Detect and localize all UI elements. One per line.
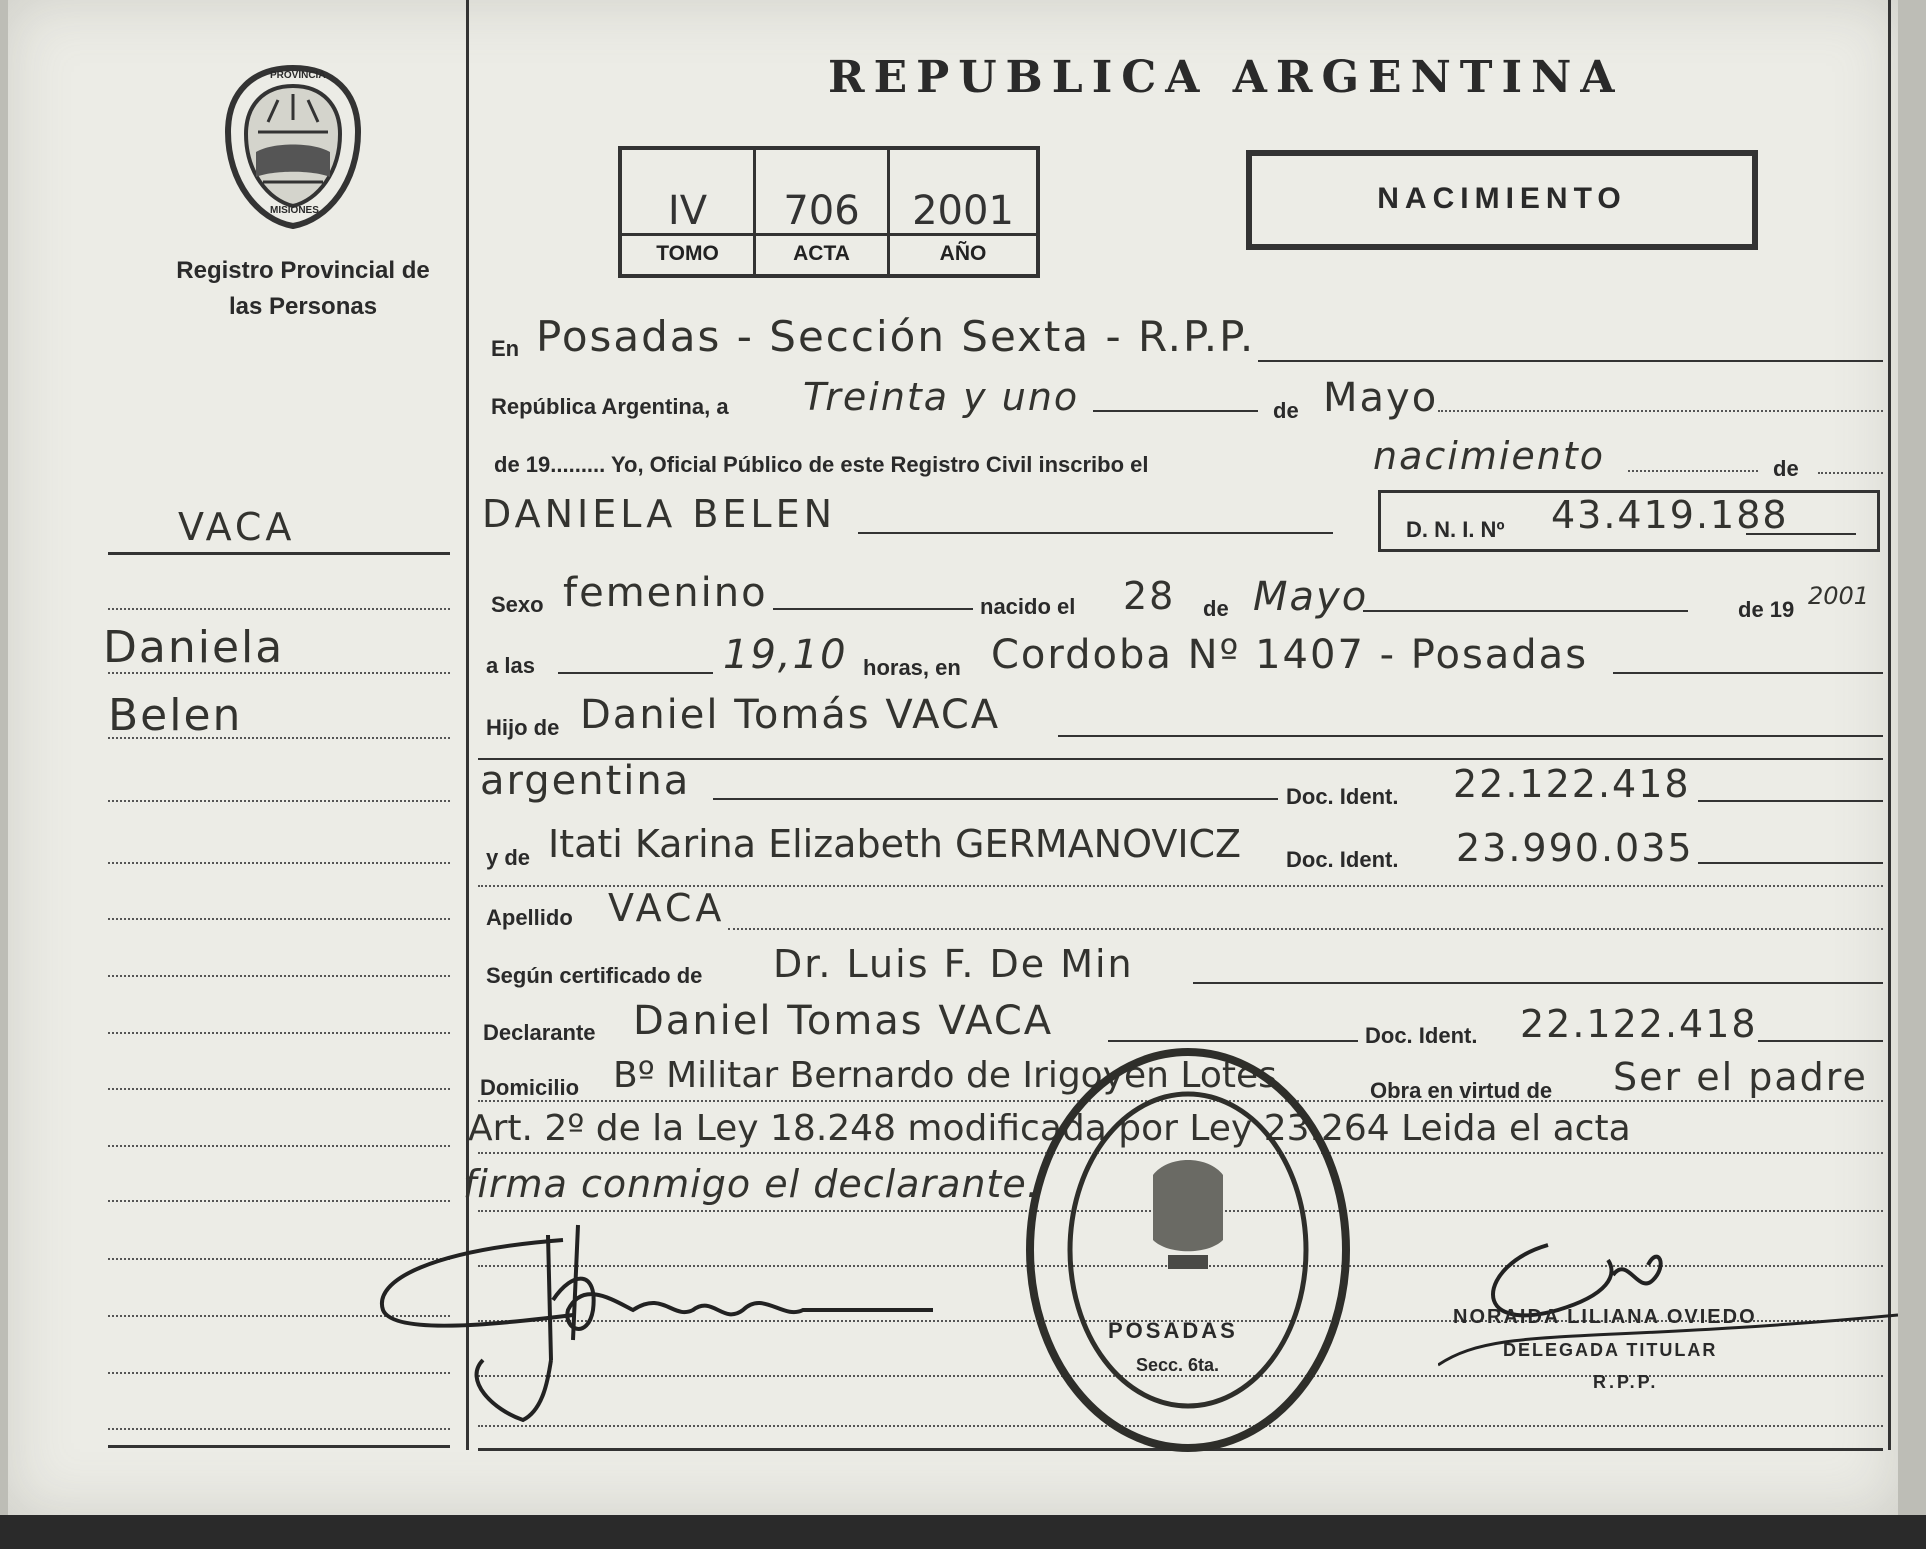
line-father: [1058, 735, 1883, 737]
father-doc: 22.122.418: [1453, 762, 1691, 806]
side-line-9: [108, 1032, 450, 1034]
table-surface: [0, 1515, 1926, 1549]
en-label: En: [491, 336, 520, 361]
line-certificate: [1193, 982, 1883, 984]
day-words: Treinta y uno: [803, 375, 1080, 419]
notes-line-1: Art. 2º de la Ley 18.248 modificada por Ley 23.264 Leida el acta: [468, 1108, 1631, 1149]
side-line-10: [108, 1088, 450, 1090]
side-given-name-1: Daniela: [103, 622, 285, 673]
line-dni: [1746, 533, 1856, 535]
registry-name: Registro Provincial de las Personas: [176, 257, 430, 320]
line-name: [858, 532, 1333, 534]
yde-label: y de: [486, 845, 531, 870]
apellido-value: VACA: [608, 886, 726, 930]
acta-value: 706: [783, 188, 860, 234]
line-apellido: [728, 928, 1883, 930]
official-stamp: [1018, 1040, 1358, 1460]
tomo-label: TOMO: [622, 233, 753, 274]
rep-label: República Argentina, a: [491, 394, 729, 419]
line-place: [1258, 360, 1883, 362]
record-number-table: [618, 146, 1040, 278]
side-line-11: [108, 1145, 450, 1147]
notes-line-2: firma conmigo el declarante.: [463, 1162, 1040, 1206]
dni-box: [1378, 490, 1880, 552]
dni-value: 43.419.188: [1551, 493, 1789, 537]
line-mother-doc: [1698, 862, 1883, 864]
year-line: de 19......... Yo, Oficial Público de este Registro Civil inscribo el: [494, 452, 1149, 477]
time-value: 19,10: [723, 632, 848, 678]
de-label: de: [1273, 398, 1299, 423]
month-value: Mayo: [1323, 375, 1439, 421]
official-name: NORAIDA LILIANA OVIEDO: [1453, 1306, 1757, 1328]
declarante-value: Daniel Tomas VACA: [633, 998, 1054, 1044]
doc-label-mother: Doc. Ident.: [1286, 847, 1399, 872]
side-line-3: [108, 672, 450, 674]
sexo-value: femenino: [563, 570, 768, 616]
birth-place: Cordoba Nº 1407 - Posadas: [991, 632, 1589, 678]
line-de: [1818, 472, 1883, 474]
line-day: [1093, 410, 1258, 412]
side-surname: VACA: [178, 505, 296, 549]
place-value: Posadas - Sección Sexta - R.P.P.: [536, 312, 1256, 361]
type-label: NACIMIENTO: [1377, 182, 1627, 215]
stamp-section: Secc. 6ta.: [1136, 1355, 1220, 1375]
line-birth-place: [1613, 672, 1883, 674]
acta-cell: [756, 150, 890, 274]
side-line-8: [108, 975, 450, 977]
hijo-label: Hijo de: [486, 715, 560, 740]
line-time-before: [558, 672, 713, 674]
ano-label: AÑO: [890, 233, 1036, 274]
tomo-value: IV: [667, 188, 708, 234]
declarante-doc: 22.122.418: [1520, 1002, 1758, 1046]
ano-value: 2001: [912, 188, 1014, 234]
de-label-2: de: [1773, 456, 1799, 481]
certificate-value: Dr. Luis F. De Min: [773, 942, 1134, 986]
de-label-3: de: [1203, 596, 1229, 621]
side-line-12: [108, 1200, 450, 1202]
domicilio-label: Domicilio: [480, 1075, 580, 1100]
tomo-cell: [622, 150, 756, 274]
doc-label-declarante: Doc. Ident.: [1365, 1023, 1478, 1048]
domicilio-value: Bº Militar Bernardo de Irigoyen Lotes: [613, 1055, 1277, 1096]
sexo-label: Sexo: [491, 592, 544, 617]
obra-value: Ser el padre: [1613, 1055, 1868, 1099]
line-inscribe: [1628, 470, 1758, 472]
father-name: Daniel Tomás VACA: [580, 692, 1001, 738]
right-border: [1888, 0, 1891, 1450]
horas-label: horas, en: [863, 655, 961, 680]
line-birth-month: [1363, 610, 1688, 612]
side-line-7: [108, 918, 450, 920]
line-month: [1438, 410, 1883, 412]
seal-text-bottom: MISIONES: [270, 205, 319, 216]
apellido-label: Apellido: [486, 905, 573, 930]
side-line-5: [108, 800, 450, 802]
country-title: REPUBLICA ARGENTINA: [828, 52, 1624, 103]
side-line-6: [108, 862, 450, 864]
birth-year: 2001: [1808, 582, 1870, 610]
stamp-city: POSADAS: [1108, 1318, 1238, 1343]
birth-month: Mayo: [1253, 574, 1369, 620]
official-org: R.P.P.: [1593, 1372, 1659, 1392]
father-nationality: argentina: [480, 758, 691, 804]
name-value: DANIELA BELEN: [482, 492, 837, 536]
seal-text-top: PROVINCIA: [270, 70, 326, 81]
mother-name: Itati Karina Elizabeth GERMANOVICZ: [548, 822, 1242, 866]
alas-label: a las: [486, 653, 535, 678]
line-sexo: [773, 608, 973, 610]
dni-label: D. N. I. Nº: [1406, 517, 1505, 542]
type-box: [1246, 150, 1758, 250]
ano-cell: [890, 150, 1036, 274]
doc-label-father: Doc. Ident.: [1286, 784, 1399, 809]
birth-day: 28: [1123, 574, 1176, 618]
line-declarante-doc: [1758, 1040, 1883, 1042]
line-nationality: [713, 798, 1278, 800]
obra-label: Obra en virtud de: [1370, 1078, 1553, 1103]
side-line-4: [108, 737, 450, 739]
inscribe-value: nacimiento: [1373, 434, 1606, 478]
de19-label: de 19: [1738, 597, 1795, 622]
segun-label: Según certificado de: [486, 963, 703, 988]
official-title: DELEGADA TITULAR: [1503, 1340, 1718, 1360]
side-line-2: [108, 608, 450, 610]
certificate-sheet: [8, 0, 1898, 1515]
declarant-signature: [373, 1210, 953, 1440]
side-given-name-2: Belen: [108, 690, 243, 741]
mother-doc: 23.990.035: [1456, 826, 1694, 870]
line-father-doc: [1698, 800, 1883, 802]
acta-label: ACTA: [756, 233, 887, 274]
nacido-label: nacido el: [980, 594, 1076, 619]
declarante-label: Declarante: [483, 1020, 596, 1045]
side-bottom-line: [108, 1445, 450, 1448]
side-line-1: [108, 552, 450, 555]
